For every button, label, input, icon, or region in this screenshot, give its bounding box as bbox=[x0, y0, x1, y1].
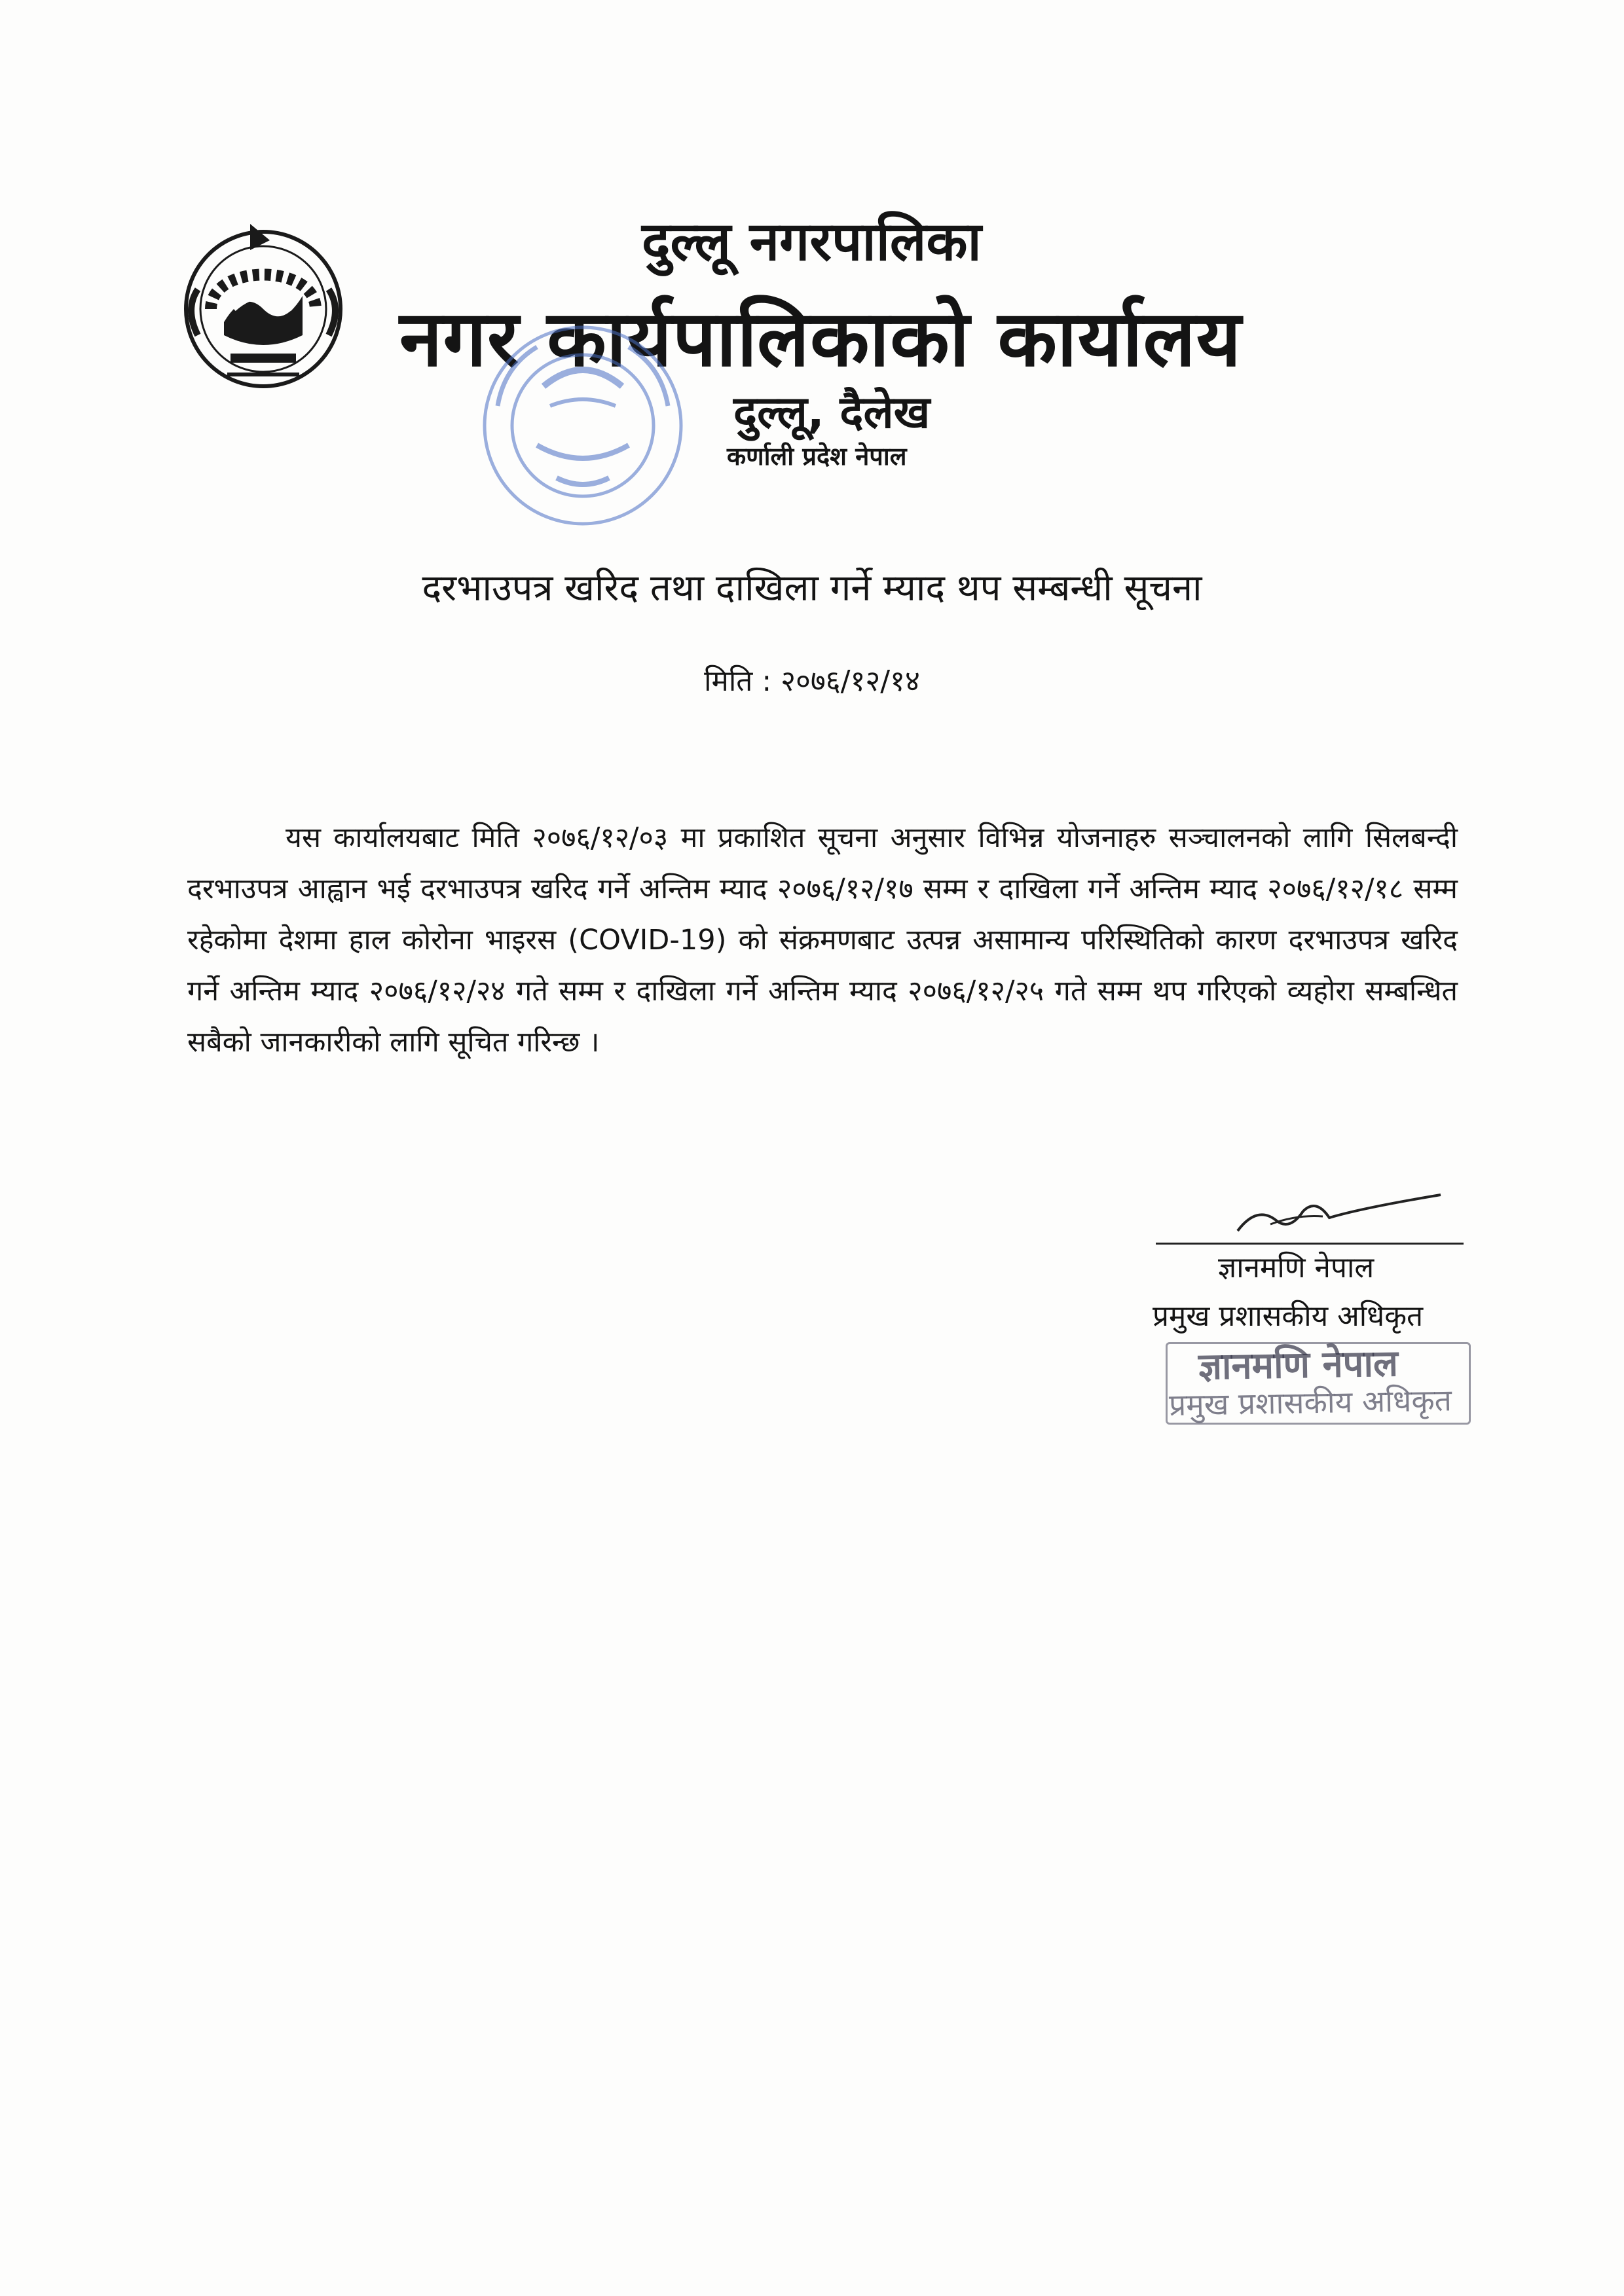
stamp-name: ज्ञानमणि नेपाल bbox=[1198, 1342, 1399, 1389]
office-name: नगर कार्यपालिकाको कार्यालय bbox=[399, 293, 1242, 384]
notice-date: मिति : २०७६/१२/१४ bbox=[704, 665, 920, 698]
province-name: कर्णाली प्रदेश नेपाल bbox=[727, 442, 907, 471]
notice-body: यस कार्यालयबाट मिति २०७६/१२/०३ मा प्रकाशित सूचना अनुसार विभिन्न योजनाहरु सञ्चालनको लागि सिलबन्दी दरभाउपत्र आह्वान भई दरभाउपत्र खरिद गर्ने अन्तिम म्याद २०७६/१२/१७ सम्म र दाखिला गर्ने अन्तिम म्याद २०७६/१२/१८ सम्म रहेकोमा देशमा हाल कोरोना भाइरस (COVID-19) को संक्रमणबाट उत्पन्न असामान्य परिस्थितिको कारण दरभाउपत्र खरिद गर्ने अन्तिम म्याद २०७६/१२/२४ गते सम्म र दाखिला गर्ने अन्तिम म्याद २०७६/१२/२५ गते सम्म थप गरिएको व्यहोरा सम्बन्धित सबैको जानकारीको लागि सूचित गरिन्छ । bbox=[187, 822, 1458, 1059]
signature-icon bbox=[1231, 1192, 1447, 1244]
nepal-emblem-icon bbox=[172, 211, 355, 394]
notice-title: दरभाउपत्र खरिद तथा दाखिला गर्ने म्याद थप सम्बन्धी सूचना bbox=[422, 567, 1202, 610]
signatory-title: प्रमुख प्रशासकीय अधिकृत bbox=[1153, 1300, 1424, 1333]
municipality-name: दुल्लू नगरपालिका bbox=[642, 211, 982, 273]
signatory-name: ज्ञानमणि नेपाल bbox=[1218, 1251, 1375, 1285]
office-location: दुल्लू, दैलेख bbox=[733, 387, 931, 439]
stamp-title: प्रमुख प्रशासकीय अधिकृत bbox=[1168, 1382, 1452, 1423]
signature-line bbox=[1156, 1243, 1464, 1245]
office-seal-stamp-icon bbox=[458, 308, 707, 543]
